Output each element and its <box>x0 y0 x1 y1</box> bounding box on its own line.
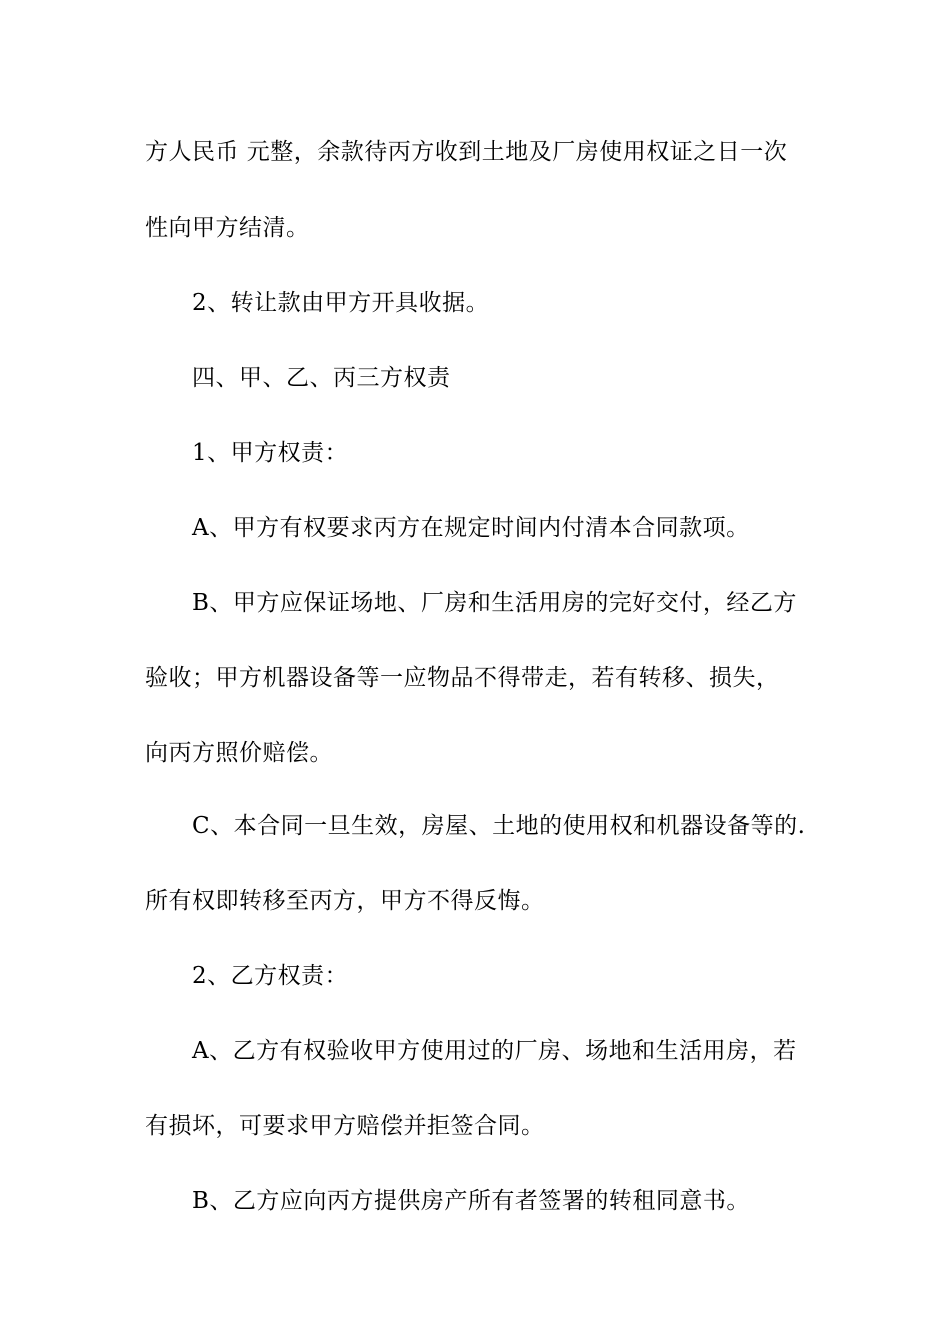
text-line: A、乙方有权验收甲方使用过的厂房、场地和生活用房，若 <box>192 1038 797 1064</box>
section-heading: 四、甲、乙、丙三方权责 <box>192 365 451 391</box>
subsection-heading: 1、甲方权责： <box>192 440 349 466</box>
subsection-heading: 2、乙方权责： <box>192 963 349 989</box>
text-line: 方人民币 元整，余款待丙方收到土地及厂房使用权证之日一次 <box>145 139 788 165</box>
text-line: B、乙方应向丙方提供房产所有者签署的转租同意书。 <box>192 1188 750 1214</box>
text-line: C、本合同一旦生效，房屋、土地的使用权和机器设备等的. <box>192 813 806 839</box>
text-line: B、甲方应保证场地、厂房和生活用房的完好交付，经乙方 <box>192 590 797 616</box>
text-line: A、甲方有权要求丙方在规定时间内付清本合同款项。 <box>192 515 750 541</box>
text-line: 所有权即转移至丙方，甲方不得反悔。 <box>145 888 545 914</box>
text-line: 2、转让款由甲方开具收据。 <box>192 290 490 316</box>
text-line: 验收；甲方机器设备等一应物品不得带走，若有转移、损失， <box>145 665 780 691</box>
text-line: 性向甲方结清。 <box>145 215 310 241</box>
text-line: 向丙方照价赔偿。 <box>145 740 333 766</box>
text-line: 有损坏，可要求甲方赔偿并拒签合同。 <box>145 1113 545 1139</box>
